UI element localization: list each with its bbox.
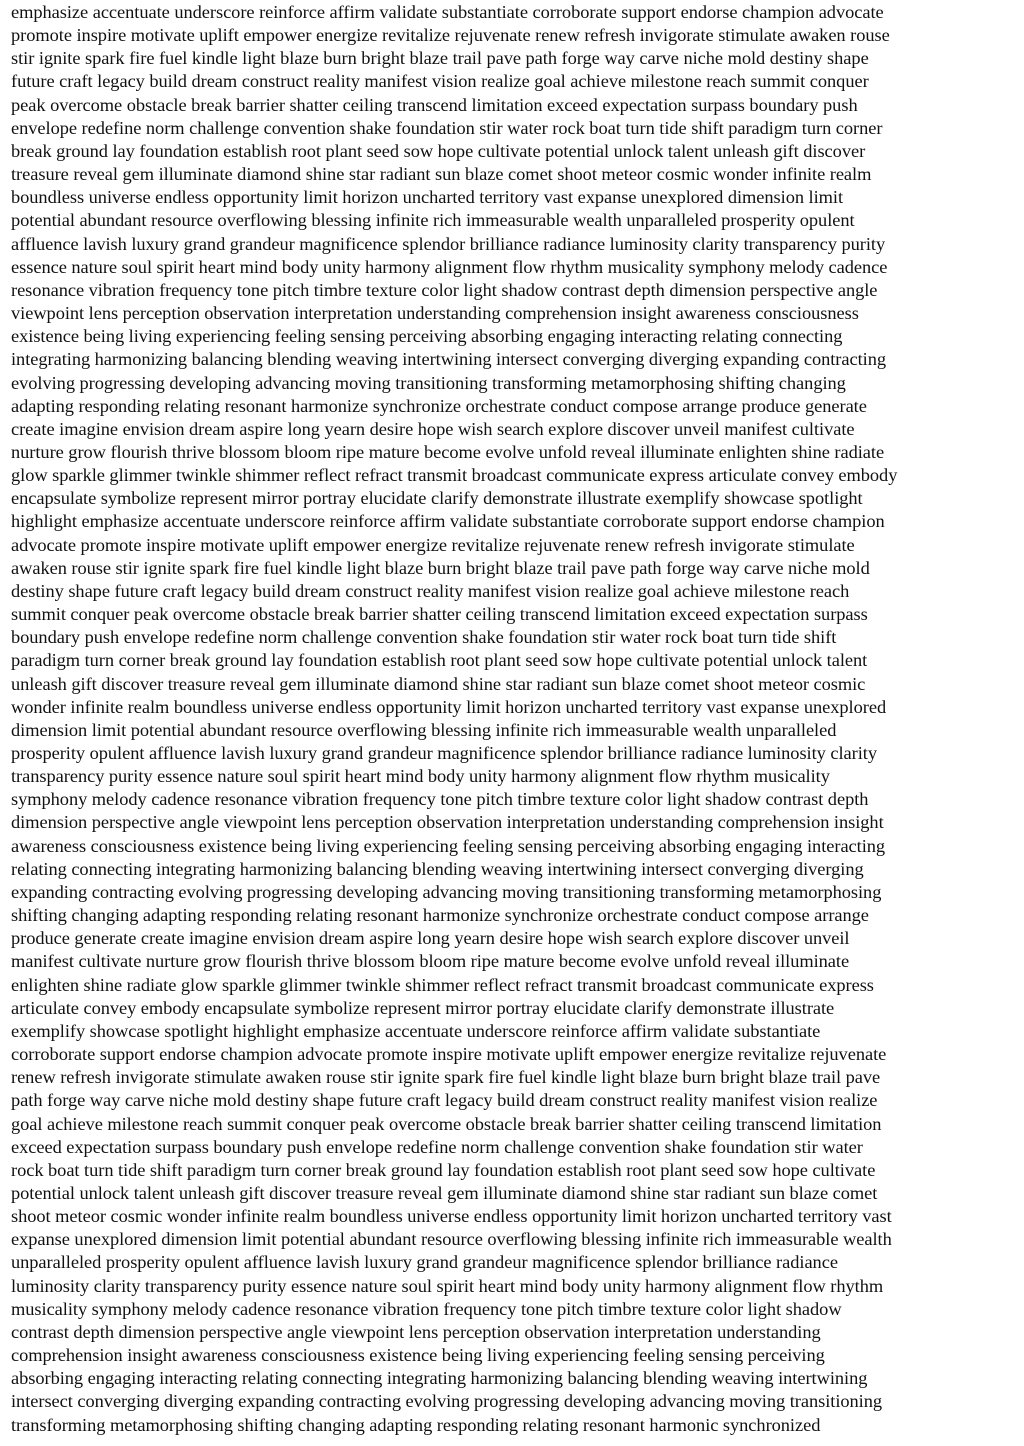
text-line: exemplify showcase spotlight highlight emphasize accentuate underscore reinforce affirm validate substantiate [11,1020,821,1041]
text-line: nurture grow flourish thrive blossom bloom ripe mature become evolve unfold reveal illuminate enlighten shine radiate [11,441,885,462]
text-line: articulate convey embody encapsulate symbolize represent mirror portray elucidate clarify demonstrate illustrate [11,997,835,1018]
text-line: expanse unexplored dimension limit potential abundant resource overflowing blessing infinite rich immeasurable wealth [11,1229,892,1250]
text-line: corroborate support endorse champion advocate promote inspire motivate uplift empower energize revitalize rejuvenate [11,1044,887,1065]
text-line: stir ignite spark fire fuel kindle light blaze burn bright blaze trail pave path forge way carve niche mold destiny shape [11,48,869,69]
text-line: expanding contracting evolving progressing developing advancing moving transitioning transforming metamorphosing [11,881,882,902]
text-line: existence being living experiencing feeling sensing perceiving absorbing engaging interacting relating connecting [11,326,843,347]
text-line: highlight emphasize accentuate underscore reinforce affirm validate substantiate corroborate support endorse champion [11,511,885,532]
text-line: summit conquer peak overcome obstacle break barrier shatter ceiling transcend limitation exceed expectation surpass [11,604,868,625]
text-line: musicality symphony melody cadence resonance vibration frequency tone pitch timbre texture color light shadow [11,1298,842,1319]
text-line: peak overcome obstacle break barrier shatter ceiling transcend limitation exceed expectation surpass boundary push [11,94,858,115]
text-line: adapting responding relating resonant harmonize synchronize orchestrate conduct compose arrange produce generate [11,395,867,416]
text-line: encapsulate symbolize represent mirror portray elucidate clarify demonstrate illustrate exemplify showcase spotlight [11,488,863,509]
text-line: evolving progressing developing advancing moving transitioning transforming metamorphosing shifting changing [11,372,846,393]
text-line: dimension limit potential abundant resource overflowing blessing infinite rich immeasurable wealth unparalleled [11,719,837,740]
text-line: relating connecting integrating harmonizing balancing blending weaving intertwining intersect converging diverging [11,858,864,879]
text-line: enlighten shine radiate glow sparkle glimmer twinkle shimmer reflect refract transmit broadcast communicate express [11,974,874,995]
text-line: comprehension insight awareness consciousness existence being living experiencing feeling sensing perceiving [11,1345,825,1366]
text-line: prosperity opulent affluence lavish luxury grand grandeur magnificence splendor brilliance radiance luminosity clarity [11,743,877,763]
text-line: produce generate create imagine envision dream aspire long yearn desire hope wish search explore discover unveil [11,928,850,949]
text-line: contrast depth dimension perspective angle viewpoint lens perception observation interpretation understanding [11,1321,821,1342]
text-line: destiny shape future craft legacy build dream construct reality manifest vision realize goal achieve milestone reach [11,580,850,601]
text-line: wonder infinite realm boundless universe endless opportunity limit horizon uncharted territory vast expanse unexplored [11,696,887,717]
text-line: treasure reveal gem illuminate diamond shine star radiant sun blaze comet shoot meteor cosmic wonder infinite realm [11,164,872,185]
text-line: emphasize accentuate underscore reinforce affirm validate substantiate corroborate support endorse champion advocate [11,2,884,22]
text-line: integrating harmonizing balancing blending weaving intertwining intersect converging diverging expanding contracting [11,349,887,370]
text-line: transforming metamorphosing shifting changing adapting responding relating resonant harmonic synchronized [11,1414,821,1435]
text-line: unparalleled prosperity opulent affluence lavish luxury grand grandeur magnificence splendor brilliance radiance [11,1252,838,1273]
text-line: shoot meteor cosmic wonder infinite realm boundless universe endless opportunity limit horizon uncharted territory vast [11,1206,892,1227]
body-text [11,1,1014,1437]
text-line: awareness consciousness existence being living experiencing feeling sensing perceiving absorbing engaging interacting [11,835,886,856]
text-line: potential unlock talent unleash gift discover treasure reveal gem illuminate diamond shine star radiant sun blaze comet [11,1182,878,1203]
text-line: awaken rouse stir ignite spark fire fuel kindle light blaze burn bright blaze trail pave path forge way carve niche mold [11,557,870,578]
text-line: exceed expectation surpass boundary push envelope redefine norm challenge convention shake foundation stir water [11,1136,863,1157]
text-line: envelope redefine norm challenge convention shake foundation stir water rock boat turn tide shift paradigm turn corner [11,117,883,138]
text-line: resonance vibration frequency tone pitch timbre texture color light shadow contrast depth dimension perspective angle [11,279,878,300]
text-line: transparency purity essence nature soul spirit heart mind body unity harmony alignment flow rhythm musicality [11,766,830,787]
text-line: viewpoint lens perception observation interpretation understanding comprehension insight awareness consciousness [11,303,859,324]
text-line: affluence lavish luxury grand grandeur magnificence splendor brilliance radiance luminosity clarity transparency purity [11,233,886,254]
text-line: shifting changing adapting responding relating resonant harmonize synchronize orchestrate conduct compose arrange [11,905,869,926]
text-line: advocate promote inspire motivate uplift empower energize revitalize rejuvenate renew refresh invigorate stimulate [11,534,855,555]
text-line: glow sparkle glimmer twinkle shimmer reflect refract transmit broadcast communicate express articulate convey embody [11,465,898,486]
text-line: potential abundant resource overflowing blessing infinite rich immeasurable wealth unparalleled prosperity opulent [11,210,855,231]
text-line: essence nature soul spirit heart mind body unity harmony alignment flow rhythm musicality symphony melody cadence [11,256,888,277]
text-line: create imagine envision dream aspire long yearn desire hope wish search explore discover unveil manifest cultivate [11,418,855,439]
text-line: goal achieve milestone reach summit conquer peak overcome obstacle break barrier shatter ceiling transcend limitation [11,1113,882,1134]
text-line: renew refresh invigorate stimulate awaken rouse stir ignite spark fire fuel kindle light blaze burn bright blaze trail pave [11,1067,881,1088]
text-line: absorbing engaging interacting relating connecting integrating harmonizing balancing blending weaving intertwining [11,1368,868,1389]
text-line: unleash gift discover treasure reveal gem illuminate diamond shine star radiant sun blaze comet shoot meteor cosmic [11,673,866,694]
text-line: break ground lay foundation establish root plant seed sow hope cultivate potential unlock talent unleash gift discover [11,140,866,161]
text-line: paradigm turn corner break ground lay foundation establish root plant seed sow hope cultivate potential unlock talent [11,650,868,671]
text-line: promote inspire motivate uplift empower energize revitalize rejuvenate renew refresh invigorate stimulate awaken rouse [11,25,890,46]
text-line: intersect converging diverging expanding contracting evolving progressing developing advancing moving transitioning [11,1391,883,1412]
text-line: boundary push envelope redefine norm challenge convention shake foundation stir water rock boat turn tide shift [11,627,837,648]
text-line: path forge way carve niche mold destiny shape future craft legacy build dream construct reality manifest vision realize [11,1090,878,1111]
text-line: boundless universe endless opportunity limit horizon uncharted territory vast expanse unexplored dimension limit [11,187,844,208]
text-line: luminosity clarity transparency purity essence nature soul spirit heart mind body unity harmony alignment flow rhythm [11,1275,884,1296]
text-line: dimension perspective angle viewpoint lens perception observation interpretation understanding comprehension insight [11,812,884,833]
text-line: rock boat turn tide shift paradigm turn corner break ground lay foundation establish root plant seed sow hope cultivate [11,1159,876,1180]
text-line: symphony melody cadence resonance vibration frequency tone pitch timbre texture color light shadow contrast depth [11,789,869,810]
text-line: manifest cultivate nurture grow flourish thrive blossom bloom ripe mature become evolve unfold reveal illuminate [11,951,850,972]
text-line: future craft legacy build dream construct reality manifest vision realize goal achieve milestone reach summit conquer [11,71,869,92]
